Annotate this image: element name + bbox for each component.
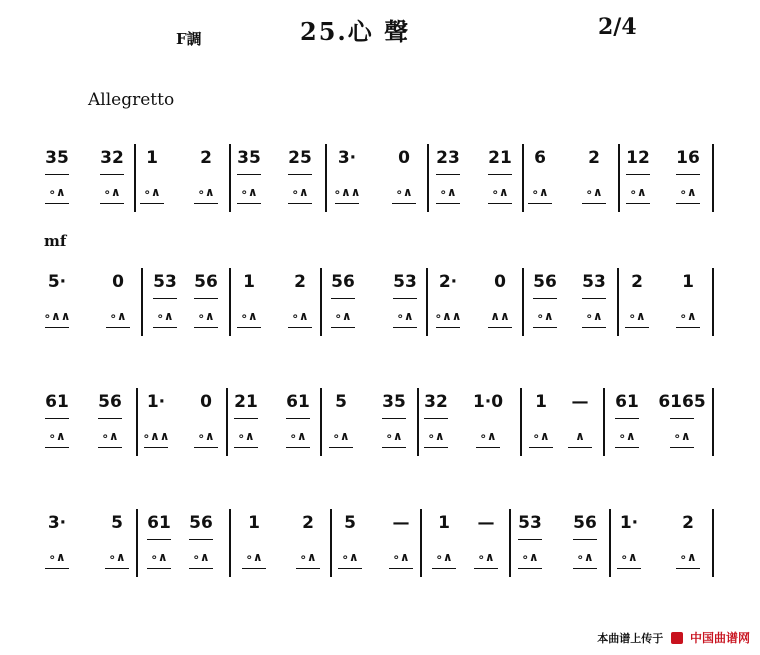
note: 35 <box>237 148 261 168</box>
picking-mark: ∘∧ <box>396 309 414 323</box>
bar-line <box>509 509 511 577</box>
picking-underline <box>436 203 460 204</box>
bar-line <box>603 388 605 456</box>
bar-line <box>417 388 419 456</box>
picking-mark: ∘∧ <box>585 185 603 199</box>
picking-underline <box>331 327 355 328</box>
beam-underline <box>147 539 171 540</box>
picking-mark: ∘∧ <box>679 309 697 323</box>
note: 56 <box>533 272 557 292</box>
picking-underline <box>436 327 460 328</box>
beam-underline <box>288 174 312 175</box>
picking-underline <box>382 447 406 448</box>
picking-mark: ∘∧ <box>392 550 410 564</box>
bar-line <box>617 268 619 336</box>
note: 16 <box>676 148 700 168</box>
beam-underline <box>189 539 213 540</box>
picking-underline <box>676 203 700 204</box>
note: 25 <box>288 148 312 168</box>
picking-mark: ∘∧ <box>48 429 66 443</box>
beam-underline <box>436 174 460 175</box>
picking-mark: ∘∧ <box>101 429 119 443</box>
picking-mark: ∘∧∧ <box>434 309 462 323</box>
picking-underline <box>100 203 124 204</box>
bar-line <box>320 388 322 456</box>
beam-underline <box>98 418 122 419</box>
picking-underline <box>393 327 417 328</box>
footer-credit <box>597 629 750 646</box>
note: — <box>571 392 589 412</box>
picking-mark: ∘∧ <box>332 429 350 443</box>
picking-mark: ∘∧ <box>439 185 457 199</box>
score-row <box>0 272 760 352</box>
beam-underline <box>615 418 639 419</box>
picking-underline <box>45 203 69 204</box>
picking-mark: ∘∧ <box>197 429 215 443</box>
bar-line <box>712 388 714 456</box>
picking-underline <box>474 568 498 569</box>
note: 61 <box>45 392 69 412</box>
bar-line <box>141 268 143 336</box>
note: 61 <box>147 513 171 533</box>
dynamic-marking: mf <box>44 232 67 250</box>
bar-line <box>520 388 522 456</box>
score-row <box>0 392 760 472</box>
bar-line <box>136 388 138 456</box>
picking-underline <box>476 447 500 448</box>
note: 2 <box>682 513 694 533</box>
note: 0 <box>398 148 410 168</box>
picking-mark: ∘∧ <box>192 550 210 564</box>
score-row <box>0 513 760 593</box>
picking-mark: ∘∧ <box>48 185 66 199</box>
note: 2· <box>438 272 458 292</box>
beam-underline <box>533 298 557 299</box>
picking-underline <box>392 203 416 204</box>
beam-underline <box>626 174 650 175</box>
time-signature: 2/4 <box>598 14 637 40</box>
picking-underline <box>529 447 553 448</box>
picking-mark: ∘∧ <box>108 550 126 564</box>
bar-line <box>229 144 231 212</box>
picking-mark: ∘∧ <box>197 185 215 199</box>
score-row <box>0 148 760 228</box>
picking-mark: ∘∧ <box>629 185 647 199</box>
picking-underline <box>676 327 700 328</box>
note: 5· <box>47 272 67 292</box>
picking-mark: ∘∧ <box>240 185 258 199</box>
beam-underline <box>573 539 597 540</box>
note: 1· <box>146 392 166 412</box>
picking-mark: ∘∧∧ <box>43 309 71 323</box>
picking-underline <box>676 568 700 569</box>
note: 53 <box>153 272 177 292</box>
beam-underline <box>382 418 406 419</box>
beam-underline <box>424 418 448 419</box>
beam-underline <box>331 298 355 299</box>
picking-mark: ∘∧ <box>395 185 413 199</box>
note: 5 <box>111 513 123 533</box>
bar-line <box>325 144 327 212</box>
picking-underline <box>615 447 639 448</box>
picking-mark: ∘∧ <box>673 429 691 443</box>
beam-underline <box>518 539 542 540</box>
picking-mark: ∘∧ <box>240 309 258 323</box>
picking-underline <box>626 203 650 204</box>
picking-mark: ∘∧ <box>150 550 168 564</box>
picking-underline <box>329 447 353 448</box>
picking-mark: ∧ <box>575 429 585 443</box>
picking-mark: ∘∧ <box>156 309 174 323</box>
note: 61 <box>615 392 639 412</box>
picking-underline <box>286 447 310 448</box>
bar-line <box>427 144 429 212</box>
note: 1 <box>146 148 158 168</box>
picking-mark: ∘∧ <box>334 309 352 323</box>
picking-underline <box>670 447 694 448</box>
picking-mark: ∘∧ <box>237 429 255 443</box>
picking-underline <box>98 447 122 448</box>
picking-mark: ∘∧ <box>679 550 697 564</box>
note: 1 <box>248 513 260 533</box>
picking-mark: ∘∧ <box>521 550 539 564</box>
picking-underline <box>518 568 542 569</box>
picking-mark: ∘∧ <box>628 309 646 323</box>
note: 56 <box>194 272 218 292</box>
picking-underline <box>45 327 69 328</box>
note: 3· <box>337 148 357 168</box>
note: 53 <box>582 272 606 292</box>
picking-underline <box>144 447 168 448</box>
picking-mark: ∘∧ <box>477 550 495 564</box>
picking-underline <box>582 327 606 328</box>
picking-mark: ∘∧ <box>291 185 309 199</box>
bar-line <box>134 144 136 212</box>
picking-mark: ∘∧ <box>427 429 445 443</box>
picking-underline <box>528 203 552 204</box>
footer-text: 本曲谱上传于 <box>597 632 664 645</box>
bar-line <box>136 509 138 577</box>
picking-mark: ∘∧ <box>679 185 697 199</box>
beam-underline <box>488 174 512 175</box>
picking-underline <box>105 568 129 569</box>
piece-title: 25.心 聲 <box>300 17 411 46</box>
picking-mark: ∘∧ <box>245 550 263 564</box>
note: 6 <box>534 148 546 168</box>
note: 2 <box>631 272 643 292</box>
picking-mark: ∘∧ <box>531 185 549 199</box>
picking-underline <box>242 568 266 569</box>
note: — <box>477 513 495 533</box>
picking-mark: ∘∧ <box>585 309 603 323</box>
bar-line <box>618 144 620 212</box>
picking-underline <box>189 568 213 569</box>
note: 0 <box>112 272 124 292</box>
picking-underline <box>424 447 448 448</box>
picking-underline <box>140 203 164 204</box>
beam-underline <box>100 174 124 175</box>
note: 56 <box>573 513 597 533</box>
note: 2 <box>294 272 306 292</box>
picking-mark: ∘∧∧ <box>142 429 170 443</box>
picking-underline <box>568 447 592 448</box>
picking-underline <box>194 447 218 448</box>
picking-underline <box>234 447 258 448</box>
picking-underline <box>488 203 512 204</box>
bar-line <box>229 509 231 577</box>
note: 2 <box>200 148 212 168</box>
picking-mark: ∘∧∧ <box>333 185 361 199</box>
picking-mark: ∘∧ <box>536 309 554 323</box>
note: 2 <box>302 513 314 533</box>
picking-underline <box>432 568 456 569</box>
note: 32 <box>100 148 124 168</box>
bar-line <box>609 509 611 577</box>
note: 21 <box>234 392 258 412</box>
note: 32 <box>424 392 448 412</box>
picking-underline <box>194 327 218 328</box>
picking-mark: ∘∧ <box>435 550 453 564</box>
key-signature: F調 <box>176 30 202 48</box>
picking-underline <box>237 327 261 328</box>
picking-mark: ∘∧ <box>48 550 66 564</box>
note: 3· <box>47 513 67 533</box>
picking-underline <box>617 568 641 569</box>
picking-underline <box>288 327 312 328</box>
bar-line <box>426 268 428 336</box>
picking-mark: ∘∧ <box>479 429 497 443</box>
picking-underline <box>338 568 362 569</box>
note: 1 <box>682 272 694 292</box>
bar-line <box>712 268 714 336</box>
note: 56 <box>98 392 122 412</box>
note: 1 <box>535 392 547 412</box>
site-logo-icon <box>671 632 683 644</box>
note: 53 <box>518 513 542 533</box>
note: 53 <box>393 272 417 292</box>
picking-underline <box>45 447 69 448</box>
picking-underline <box>153 327 177 328</box>
picking-underline <box>335 203 359 204</box>
bar-line <box>330 509 332 577</box>
note: 0 <box>494 272 506 292</box>
picking-underline <box>237 203 261 204</box>
note: 1 <box>243 272 255 292</box>
beam-underline <box>670 418 694 419</box>
note: 6165 <box>658 392 706 412</box>
picking-underline <box>296 568 320 569</box>
picking-mark: ∘∧ <box>291 309 309 323</box>
note: 0 <box>200 392 212 412</box>
note: 1· <box>619 513 639 533</box>
picking-underline <box>45 568 69 569</box>
picking-underline <box>147 568 171 569</box>
note: 12 <box>626 148 650 168</box>
picking-mark: ∘∧ <box>103 185 121 199</box>
note: 2 <box>588 148 600 168</box>
picking-mark: ∘∧ <box>618 429 636 443</box>
beam-underline <box>153 298 177 299</box>
note: 61 <box>286 392 310 412</box>
picking-mark: ∘∧ <box>299 550 317 564</box>
picking-mark: ∘∧ <box>620 550 638 564</box>
beam-underline <box>582 298 606 299</box>
picking-underline <box>582 203 606 204</box>
picking-mark: ∘∧ <box>197 309 215 323</box>
beam-underline <box>286 418 310 419</box>
bar-line <box>712 509 714 577</box>
beam-underline <box>393 298 417 299</box>
picking-underline <box>488 327 512 328</box>
tempo-marking: Allegretto <box>88 90 175 110</box>
note: 5 <box>344 513 356 533</box>
note: 5 <box>335 392 347 412</box>
note: 35 <box>382 392 406 412</box>
bar-line <box>522 144 524 212</box>
note: 1 <box>438 513 450 533</box>
picking-mark: ∘∧ <box>385 429 403 443</box>
picking-underline <box>573 568 597 569</box>
picking-mark: ∧∧ <box>490 309 510 323</box>
footer-site: 中国曲谱网 <box>689 631 750 645</box>
beam-underline <box>45 174 69 175</box>
picking-mark: ∘∧ <box>576 550 594 564</box>
picking-underline <box>625 327 649 328</box>
picking-underline <box>194 203 218 204</box>
bar-line <box>712 144 714 212</box>
beam-underline <box>676 174 700 175</box>
picking-mark: ∘∧ <box>532 429 550 443</box>
note: 23 <box>436 148 460 168</box>
picking-underline <box>533 327 557 328</box>
note: 1·0 <box>472 392 504 412</box>
beam-underline <box>234 418 258 419</box>
note: 35 <box>45 148 69 168</box>
beam-underline <box>194 298 218 299</box>
picking-mark: ∘∧ <box>341 550 359 564</box>
note: 21 <box>488 148 512 168</box>
picking-mark: ∘∧ <box>491 185 509 199</box>
picking-underline <box>389 568 413 569</box>
bar-line <box>522 268 524 336</box>
note: 56 <box>189 513 213 533</box>
picking-mark: ∘∧ <box>289 429 307 443</box>
picking-mark: ∘∧ <box>109 309 127 323</box>
picking-mark: ∘∧ <box>143 185 161 199</box>
bar-line <box>229 268 231 336</box>
note: 56 <box>331 272 355 292</box>
bar-line <box>320 268 322 336</box>
beam-underline <box>45 418 69 419</box>
picking-underline <box>106 327 130 328</box>
picking-underline <box>288 203 312 204</box>
bar-line <box>226 388 228 456</box>
bar-line <box>420 509 422 577</box>
beam-underline <box>237 174 261 175</box>
note: — <box>392 513 410 533</box>
